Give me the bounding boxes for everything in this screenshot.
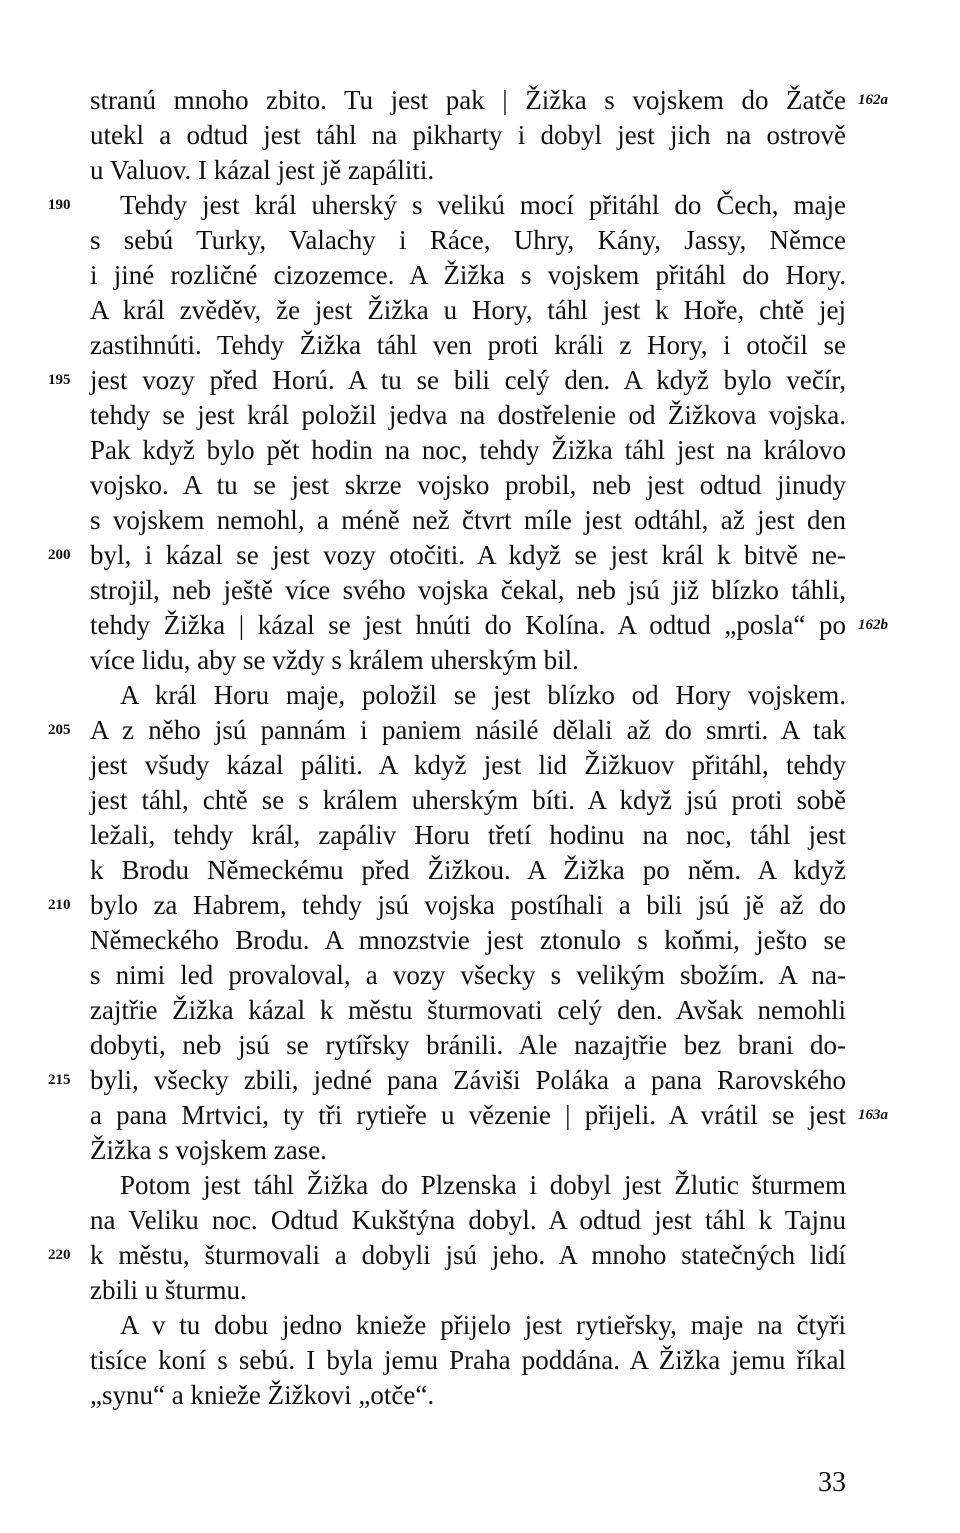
- text-line: Pak když bylo pět hodin na noc, tehdy Žižka táhl jest na královo: [90, 435, 846, 465]
- line-number: 210: [48, 897, 71, 913]
- line-number: 195: [48, 372, 71, 388]
- text-line: jest všudy kázal páliti. A když jest lid Žižkuov přitáhl, tehdy: [90, 750, 846, 780]
- text-line: Tehdy jest král uherský s velikú mocí přitáhl do Čech, maje: [120, 190, 846, 220]
- text-line: tehdy se jest král položil jedva na dostřelenie od Žižkova vojska.: [90, 400, 846, 430]
- line-number: 190: [48, 197, 71, 213]
- text-line: u Valuov. I kázal jest jě zapáliti.: [90, 155, 435, 185]
- text-line: A král Horu maje, položil se jest blízko od Hory vojskem.: [120, 680, 846, 710]
- text-line: jest vozy před Horú. A tu se bili celý den. A když bylo večír,: [90, 365, 846, 395]
- folio-mark: 162b: [858, 617, 888, 633]
- text-line: ležali, tehdy král, zapáliv Horu třetí hodinu na noc, táhl jest: [90, 820, 846, 850]
- page-number: 33: [818, 1467, 846, 1498]
- text-line: k městu, šturmovali a dobyli jsú jeho. A mnoho statečných lidí: [90, 1240, 846, 1270]
- text-line: „synu“ a knieže Žižkovi „otče“.: [90, 1380, 435, 1410]
- text-line: dobyti, neb jsú se rytířsky bránili. Ale nazajtřie bez brani do-: [90, 1030, 846, 1060]
- text-line: a pana Mrtvici, ty tři rytieře u vězenie | přijeli. A vrátil se jest: [90, 1100, 846, 1130]
- text-line: tisíce koní s sebú. I byla jemu Praha poddána. A Žižka jemu říkal: [90, 1345, 846, 1375]
- text-line: byli, všecky zbili, jedné pana Záviši Poláka a pana Rarovského: [90, 1065, 846, 1095]
- text-line: zastihnúti. Tehdy Žižka táhl ven proti králi z Hory, i otočil se: [90, 330, 846, 360]
- line-number: 200: [48, 547, 71, 563]
- text-line: s sebú Turky, Valachy i Ráce, Uhry, Kány, Jassy, Němce: [90, 225, 846, 255]
- text-line: Žižka s vojskem zase.: [90, 1135, 327, 1165]
- text-line: k Brodu Německému před Žižkou. A Žižka po něm. A když: [90, 855, 846, 885]
- folio-mark: 162a: [858, 92, 888, 108]
- text-line: zajtřie Žižka kázal k městu šturmovati celý den. Avšak nemohli: [90, 995, 846, 1025]
- text-line: bylo za Habrem, tehdy jsú vojska postíhali a bili jsú jě až do: [90, 890, 846, 920]
- text-line: více lidu, aby se vždy s králem uherským bil.: [90, 645, 579, 675]
- text-line: s nimi led provaloval, a vozy všecky s velikým sbožím. A na-: [90, 960, 846, 990]
- text-line: Německého Brodu. A mnozstvie jest ztonulo s koňmi, ješto se: [90, 925, 846, 955]
- text-line: Potom jest táhl Žižka do Plzenska i dobyl jest Žlutic šturmem: [120, 1170, 846, 1200]
- text-line: A z něho jsú pannám i paniem násilé dělali až do smrti. A tak: [90, 715, 846, 745]
- line-number: 215: [48, 1072, 71, 1088]
- line-number: 220: [48, 1247, 71, 1263]
- text-line: byl, i kázal se jest vozy otočiti. A když se jest král k bitvě ne-: [90, 540, 846, 570]
- line-number: 205: [48, 722, 71, 738]
- text-line: vojsko. A tu se jest skrze vojsko probil, neb jest odtud jinudy: [90, 470, 846, 500]
- text-line: tehdy Žižka | kázal se jest hnúti do Kolína. A odtud „posla“ po: [90, 610, 846, 640]
- text-line: utekl a odtud jest táhl na pikharty i dobyl jest jich na ostrově: [90, 120, 846, 150]
- text-line: A král zvěděv, že jest Žižka u Hory, táhl jest k Hoře, chtě jej: [90, 295, 846, 325]
- text-line: stranú mnoho zbito. Tu jest pak | Žižka s vojskem do Žatče: [90, 85, 846, 115]
- text-line: i jiné rozličné cizozemce. A Žižka s vojskem přitáhl do Hory.: [90, 260, 846, 290]
- text-line: jest táhl, chtě se s králem uherským bíti. A když jsú proti sobě: [90, 785, 846, 815]
- text-line: zbili u šturmu.: [90, 1275, 247, 1305]
- text-line: na Veliku noc. Odtud Kukštýna dobyl. A odtud jest táhl k Tajnu: [90, 1205, 846, 1235]
- text-line: A v tu dobu jedno knieže přijelo jest rytieřsky, maje na čtyři: [120, 1310, 846, 1340]
- text-line: s vojskem nemohl, a méně než čtvrt míle jest odtáhl, až jest den: [90, 505, 846, 535]
- text-line: strojil, neb ještě více svého vojska čekal, neb jsú již blízko táhli,: [90, 575, 846, 605]
- folio-mark: 163a: [858, 1107, 888, 1123]
